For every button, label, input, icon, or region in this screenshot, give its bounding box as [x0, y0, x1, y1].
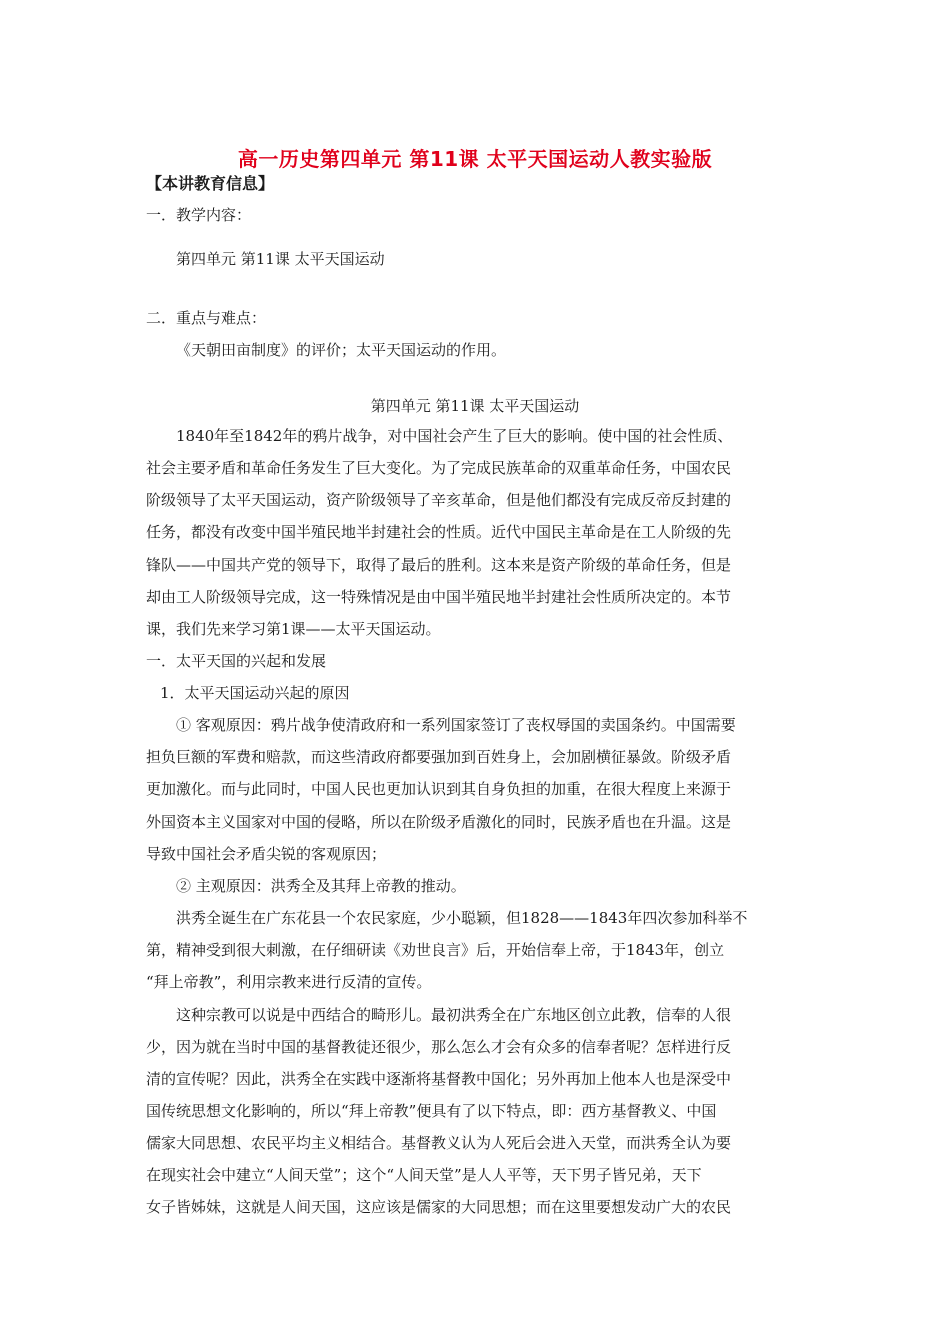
paragraph-line: 在现实社会中建立“人间天堂”；这个“人间天堂”是人人平等，天下男子皆兄弟，天下	[146, 1166, 702, 1184]
heading-key-points: 二．重点与难点：	[146, 309, 267, 327]
paragraph-line: ① 客观原因：鸦片战争使清政府和一系列国家签订了丧权辱国的卖国条约。中国需要	[176, 716, 736, 734]
paragraph-line: 国传统思想文化影响的，所以“拜上帝教”便具有了以下特点，即：西方基督教义、中国	[146, 1102, 717, 1120]
paragraph-line: 阶级领导了太平天国运动，资产阶级领导了辛亥革命，但是他们都没有完成反帝反封建的	[146, 491, 732, 509]
paragraph-line: 更加激化。而与此同时，中国人民也更加认识到其自身负担的加重，在很大程度上来源于	[146, 780, 732, 798]
paragraph-line: 担负巨额的军费和赔款，而这些清政府都要强加到百姓身上，会加剧横征暴敛。阶级矛盾	[146, 748, 732, 766]
paragraph-line: 这种宗教可以说是中西结合的畸形儿。最初洪秀全在广东地区创立此教，信奉的人很	[176, 1006, 732, 1024]
paragraph-line: 清的宣传呢？因此，洪秀全在实践中逐渐将基督教中国化；另外再加上他本人也是深受中	[146, 1070, 732, 1088]
part-heading: 一．太平天国的兴起和发展	[146, 652, 327, 670]
paragraph-line: 却由工人阶级领导完成，这一特殊情况是由中国半殖民地半封建社会性质所决定的。本节	[146, 588, 732, 606]
subheading: 1．太平天国运动兴起的原因	[160, 684, 350, 702]
paragraph-line: 导致中国社会矛盾尖锐的客观原因；	[146, 845, 387, 863]
paragraph-line: 少，因为就在当时中国的基督教徒还很少，那么怎么才会有众多的信奉者呢？怎样进行反	[146, 1038, 732, 1056]
section-label: 【本讲教育信息】	[146, 174, 275, 193]
center-heading: 第四单元 第11课 太平天国运动	[370, 397, 580, 415]
paragraph-line: ② 主观原因：洪秀全及其拜上帝教的推动。	[176, 877, 466, 895]
paragraph-line: “拜上帝教”，利用宗教来进行反清的宣传。	[146, 973, 432, 991]
paragraph-line: 洪秀全诞生在广东花县一个农民家庭，少小聪颖，但1828——1843年四次参加科举不	[176, 909, 748, 927]
key-points-line: 《天朝田亩制度》的评价；太平天国运动的作用。	[176, 341, 507, 359]
heading-teaching-content: 一．教学内容：	[146, 206, 252, 224]
paragraph-line: 1840年至1842年的鸦片战争，对中国社会产生了巨大的影响。使中国的社会性质、	[176, 427, 733, 445]
paragraph-line: 社会主要矛盾和革命任务发生了巨大变化。为了完成民族革命的双重革命任务，中国农民	[146, 459, 732, 477]
paragraph-line: 锋队——中国共产党的领导下，取得了最后的胜利。这本来是资产阶级的革命任务，但是	[146, 556, 732, 574]
paragraph-line: 外国资本主义国家对中国的侵略，所以在阶级矛盾激化的同时，民族矛盾也在升温。这是	[146, 813, 732, 831]
document-title: 高一历史第四单元 第11课 太平天国运动人教实验版	[237, 147, 713, 171]
paragraph-line: 任务，都没有改变中国半殖民地半封建社会的性质。近代中国民主革命是在工人阶级的先	[146, 523, 732, 541]
paragraph-line: 课，我们先来学习第1课——太平天国运动。	[146, 620, 441, 638]
paragraph-line: 女子皆姊妹，这就是人间天国，这应该是儒家的大同思想；而在这里要想发动广大的农民	[146, 1198, 732, 1216]
content-line: 第四单元 第11课 太平天国运动	[176, 250, 385, 268]
paragraph-line: 儒家大同思想、农民平均主义相结合。基督教义认为人死后会进入天堂，而洪秀全认为要	[146, 1134, 732, 1152]
paragraph-line: 第，精神受到很大刺激，在仔细研读《劝世良言》后，开始信奉上帝，于1843年，创立	[146, 941, 725, 959]
